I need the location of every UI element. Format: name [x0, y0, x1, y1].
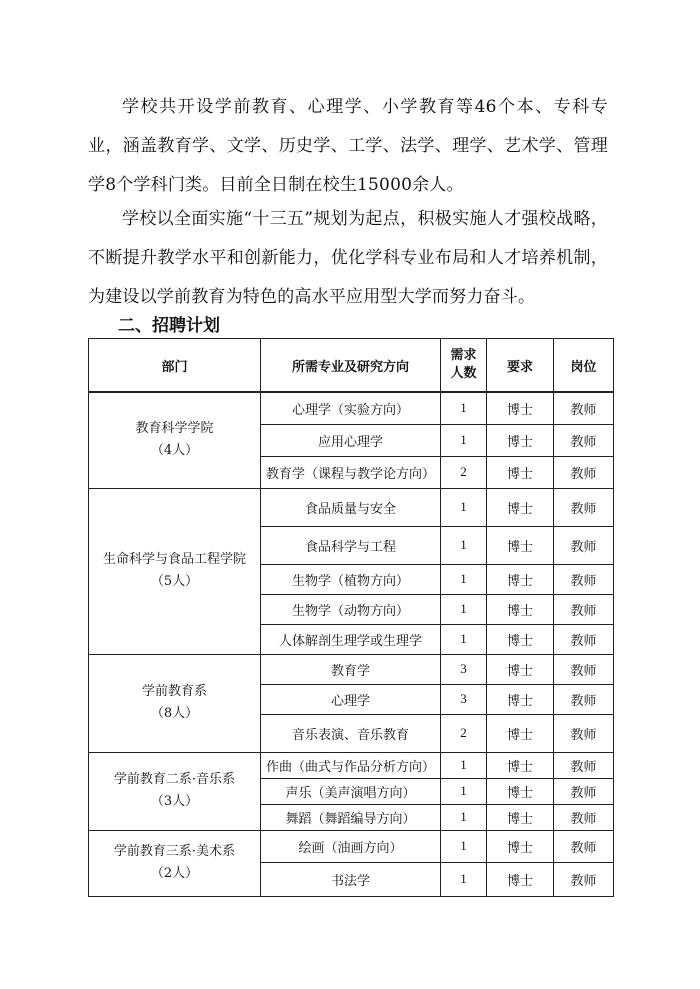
- requirement-cell: 博士: [487, 564, 554, 594]
- dept-total: （5人）: [150, 574, 199, 589]
- dept-cell: [89, 654, 261, 752]
- count-cell: 1: [441, 624, 487, 654]
- table-row: [89, 392, 614, 424]
- major-cell: 心理学: [261, 684, 441, 714]
- intro-paragraph-1: 学校共开设学前教育、心理学、小学教育等46个本、专科专业，涵盖教育学、文学、历史学、工学、法学、理学、艺术学、管理学8个学科门类。目前全日制在校生15000余人。: [88, 97, 608, 195]
- position-cell: 教师: [554, 624, 614, 654]
- count-cell: 1: [441, 526, 487, 564]
- position-cell: 教师: [554, 424, 614, 456]
- requirement-cell: 博士: [487, 752, 554, 778]
- position-cell: 教师: [554, 684, 614, 714]
- recruitment-plan-table: [88, 338, 614, 897]
- major-cell: 舞蹈（舞蹈编导方向）: [261, 804, 441, 830]
- dept-cell: [89, 488, 261, 654]
- dept-total: （4人）: [150, 443, 199, 459]
- dept-cell: [89, 830, 261, 896]
- dept-name: 生命科学与食品工程学院: [102, 552, 246, 567]
- header-requirement: 要求: [487, 339, 554, 393]
- dept-cell: [89, 392, 261, 488]
- requirement-cell: 博士: [487, 830, 554, 862]
- position-cell: 教师: [554, 456, 614, 488]
- position-cell: 教师: [554, 488, 614, 526]
- requirement-cell: 博士: [487, 456, 554, 488]
- requirement-cell: 博士: [487, 624, 554, 654]
- table-row: [89, 752, 614, 778]
- major-cell: 教育学（课程与教学论方向）: [261, 456, 441, 488]
- position-cell: 教师: [554, 752, 614, 778]
- position-cell: 教师: [554, 594, 614, 624]
- count-cell: 1: [441, 752, 487, 778]
- dept-name: 学前教育三系·美术系: [113, 844, 236, 859]
- count-cell: 1: [441, 804, 487, 830]
- major-cell: 生物学（动物方向）: [261, 594, 441, 624]
- major-cell: 食品质量与安全: [261, 488, 441, 526]
- requirement-cell: 博士: [487, 684, 554, 714]
- count-cell: 1: [441, 862, 487, 896]
- table-header-row: [89, 339, 614, 393]
- position-cell: 教师: [554, 778, 614, 804]
- requirement-cell: 博士: [487, 488, 554, 526]
- requirement-cell: 博士: [487, 526, 554, 564]
- position-cell: 教师: [554, 526, 614, 564]
- position-cell: 教师: [554, 804, 614, 830]
- dept-name: 学前教育二系·音乐系: [113, 772, 236, 787]
- requirement-cell: 博士: [487, 654, 554, 684]
- count-cell: 1: [441, 830, 487, 862]
- major-cell: 应用心理学: [261, 424, 441, 456]
- position-cell: 教师: [554, 654, 614, 684]
- requirement-cell: 博士: [487, 594, 554, 624]
- major-cell: 声乐（美声演唱方向）: [261, 778, 441, 804]
- header-count-line1: 需求: [450, 348, 477, 363]
- position-cell: 教师: [554, 862, 614, 896]
- major-cell: 书法学: [261, 862, 441, 896]
- header-dept: 部门: [89, 339, 261, 393]
- section-heading: 二、招聘计划: [118, 316, 220, 336]
- table-row: [89, 830, 614, 862]
- position-cell: 教师: [554, 392, 614, 424]
- count-cell: 1: [441, 392, 487, 424]
- major-cell: 音乐表演、音乐教育: [261, 714, 441, 752]
- header-count: [441, 339, 487, 393]
- count-cell: 1: [441, 488, 487, 526]
- dept-total: （3人）: [150, 794, 199, 809]
- major-cell: 教育学: [261, 654, 441, 684]
- major-cell: 绘画（油画方向）: [261, 830, 441, 862]
- major-cell: 作曲（曲式与作品分析方向）: [261, 752, 441, 778]
- dept-total: （2人）: [150, 866, 199, 881]
- major-cell: 食品科学与工程: [261, 526, 441, 564]
- header-count-line2: 人数: [450, 366, 477, 381]
- position-cell: 教师: [554, 714, 614, 752]
- requirement-cell: 博士: [487, 392, 554, 424]
- major-cell: 人体解剖生理学或生理学: [261, 624, 441, 654]
- position-cell: 教师: [554, 564, 614, 594]
- count-cell: 2: [441, 714, 487, 752]
- table-row: [89, 488, 614, 526]
- header-position: 岗位: [554, 339, 614, 393]
- requirement-cell: 博士: [487, 714, 554, 752]
- count-cell: 1: [441, 424, 487, 456]
- position-cell: 教师: [554, 830, 614, 862]
- count-cell: 1: [441, 564, 487, 594]
- table-row: [89, 654, 614, 684]
- dept-name: 教育科学学院: [135, 421, 214, 437]
- dept-total: （8人）: [150, 706, 199, 721]
- count-cell: 1: [441, 778, 487, 804]
- major-cell: 生物学（植物方向）: [261, 564, 441, 594]
- dept-name: 学前教育系: [141, 684, 207, 699]
- intro-paragraph-2: 学校以全面实施“十三五”规划为起点，积极实施人才强校战略，不断提升教学水平和创新能力，优化学科专业布局和人才培养机制，为建设以学前教育为特色的高水平应用型大学而努力奋斗。: [88, 209, 608, 307]
- count-cell: 1: [441, 594, 487, 624]
- major-cell: 心理学（实验方向）: [261, 392, 441, 424]
- requirement-cell: 博士: [487, 862, 554, 896]
- header-major: 所需专业及研究方向: [261, 339, 441, 393]
- count-cell: 2: [441, 456, 487, 488]
- requirement-cell: 博士: [487, 778, 554, 804]
- count-cell: 3: [441, 684, 487, 714]
- count-cell: 3: [441, 654, 487, 684]
- requirement-cell: 博士: [487, 424, 554, 456]
- requirement-cell: 博士: [487, 804, 554, 830]
- dept-cell: [89, 752, 261, 830]
